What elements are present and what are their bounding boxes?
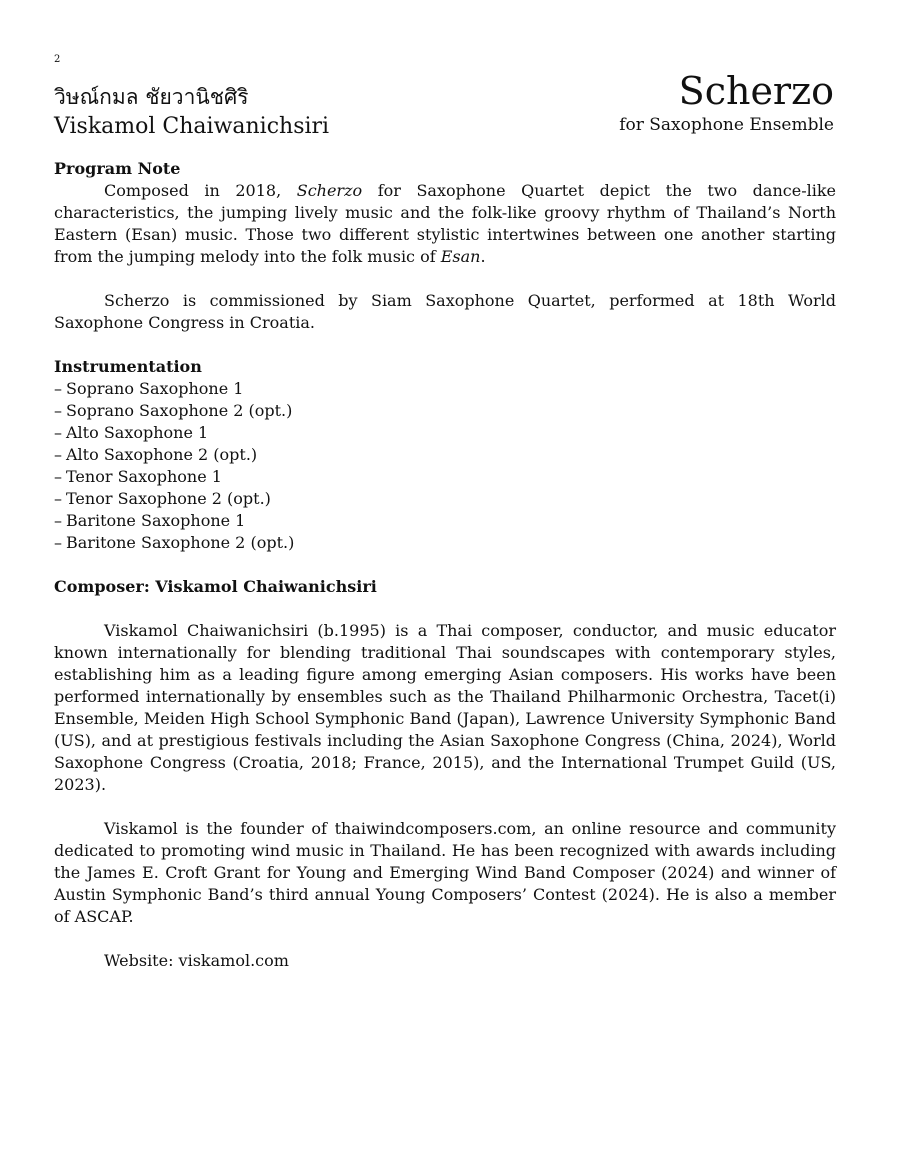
list-dash: – bbox=[54, 379, 62, 398]
list-dash: – bbox=[54, 511, 62, 530]
instrument-label: Tenor Saxophone 2 (opt.) bbox=[66, 489, 271, 508]
list-dash: – bbox=[54, 445, 62, 464]
instrument-item bbox=[54, 510, 836, 532]
composer-name-thai: วิษณ์กมล ชัยวานิชศิริ bbox=[54, 85, 249, 109]
instrument-item bbox=[54, 378, 836, 400]
instrument-label: Alto Saxophone 2 (opt.) bbox=[66, 445, 258, 464]
composer-bio-paragraph-1: Viskamol Chaiwanichsiri (b.1995) is a Thai composer, conductor, and music educator known internationally for blending traditional Thai soundscapes with contemporary styles, establishing him as a leading figure among emerging Asian composers. His works have been performed internationally by ensembles such as the Thailand Philharmonic Orchestra, Tacet(i) Ensemble, Meiden High School Symphonic Band (Japan), Lawrence University Symphonic Band (US), and at prestigious festivals including the Asian Saxophone Congress (China, 2024), World Saxophone Congress (Croatia, 2018; France, 2015), and the International Trumpet Guild (US, 2023). bbox=[54, 621, 836, 794]
page-number: 2 bbox=[54, 54, 61, 65]
program-note-heading: Program Note bbox=[54, 159, 181, 178]
p1-text-end: . bbox=[480, 247, 486, 266]
composer-name-english: Viskamol Chaiwanichsiri bbox=[54, 114, 330, 139]
composer-bio-paragraph-2: Viskamol is the founder of thaiwindcomposers.com, an online resource and community dedicated to promoting wind music in Thailand. He has been recognized with awards including the James E. Croft Grant for Young and Emerging Wind Band Composer (2024) and winner of Austin Symphonic Band’s third annual Young Composers’ Contest (2024). He is also a member of ASCAP. bbox=[54, 819, 836, 926]
list-dash: – bbox=[54, 533, 62, 552]
instrument-item bbox=[54, 488, 836, 510]
p1-text-middle: for Saxophone Quartet depict the two dance-like characteristics, the jumping lively music and the folk-like groovy rhythm of Thailand’s North Eastern (Esan) music. Those two different stylistic intertwines between one another starting from the jumping melody into the folk music of bbox=[54, 181, 836, 266]
instrument-label: Baritone Saxophone 1 bbox=[66, 511, 246, 530]
program-note-paragraph-2: Scherzo is commissioned by Siam Saxophone Quartet, performed at 18th World Saxophone Congress in Croatia. bbox=[54, 291, 836, 332]
list-dash: – bbox=[54, 401, 62, 420]
title-block bbox=[619, 68, 834, 136]
list-dash: – bbox=[54, 423, 62, 442]
instrument-label: Soprano Saxophone 2 (opt.) bbox=[66, 401, 293, 420]
document-body bbox=[54, 158, 836, 972]
instrument-item bbox=[54, 466, 836, 488]
instrument-label: Tenor Saxophone 1 bbox=[66, 467, 222, 486]
piece-title: Scherzo bbox=[678, 69, 834, 113]
instrumentation-heading: Instrumentation bbox=[54, 357, 202, 376]
instrument-item bbox=[54, 400, 836, 422]
list-dash: – bbox=[54, 489, 62, 508]
website-line: Website: viskamol.com bbox=[104, 951, 289, 970]
instrument-label: Alto Saxophone 1 bbox=[66, 423, 209, 442]
instrument-item bbox=[54, 532, 836, 554]
p1-text-start: Composed in 2018, bbox=[104, 181, 282, 200]
program-note-paragraph-1 bbox=[54, 180, 836, 268]
composer-header bbox=[54, 82, 329, 142]
piece-subtitle: for Saxophone Ensemble bbox=[619, 115, 834, 135]
composer-heading: Composer: Viskamol Chaiwanichsiri bbox=[54, 577, 377, 596]
instrument-label: Baritone Saxophone 2 (opt.) bbox=[66, 533, 295, 552]
instrument-item bbox=[54, 422, 836, 444]
instrumentation-list bbox=[54, 378, 836, 554]
p1-italic-title: Scherzo bbox=[296, 181, 363, 200]
instrument-label: Soprano Saxophone 1 bbox=[66, 379, 244, 398]
p1-italic-esan: Esan bbox=[440, 247, 481, 266]
list-dash: – bbox=[54, 467, 62, 486]
instrument-item bbox=[54, 444, 836, 466]
